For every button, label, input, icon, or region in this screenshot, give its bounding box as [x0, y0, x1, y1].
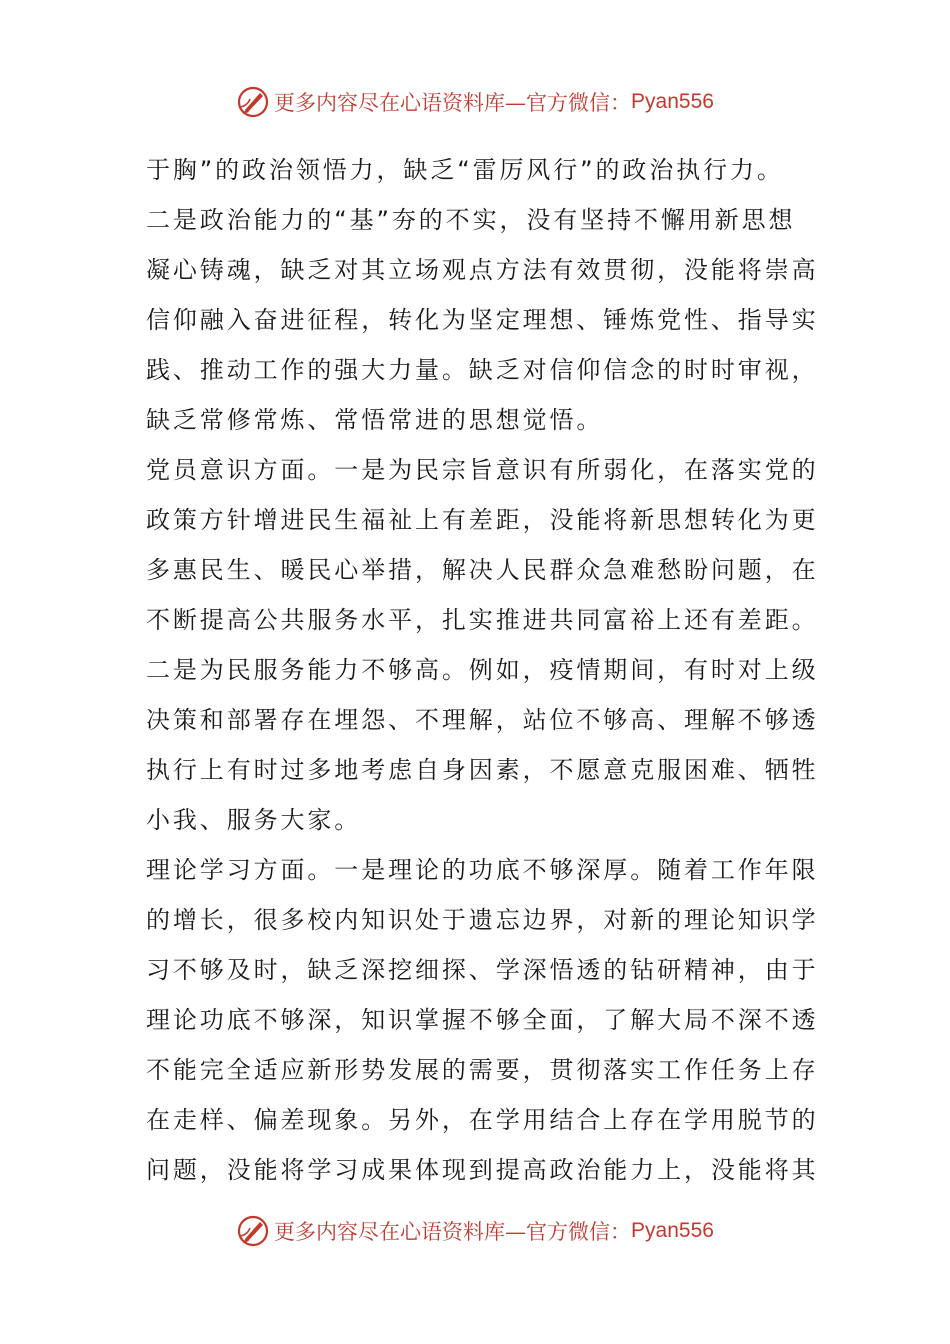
pen-logo-icon [236, 85, 270, 119]
watermark-text: 更多内容尽在心语资料库—官方微信： [274, 91, 632, 115]
text-line: 执行上有时过多地考虑自身因素，不愿意克服困难、牺牲 [146, 756, 819, 784]
document-body [146, 145, 819, 1195]
text-line: 二是政治能力的“基”夯的不实，没有坚持不懈用新思想 [146, 206, 796, 234]
text-line: 多惠民生、暖民心举措，解决人民群众急难愁盼问题，在 [146, 556, 819, 584]
text-line: 决策和部署存在埋怨、不理解，站位不够高、理解不够透 [146, 706, 819, 734]
text-line: 缺乏常修常炼、常悟常进的思想觉悟。 [146, 406, 604, 434]
text-line: 二是为民服务能力不够高。例如，疫情期间，有时对上级 [146, 656, 819, 684]
text-line: 于胸”的政治领悟力，缺乏“雷厉风行”的政治执行力。 [146, 156, 784, 184]
text-line: 问题，没能将学习成果体现到提高政治能力上，没能将其 [146, 1156, 819, 1184]
text-line: 不断提高公共服务水平，扎实推进共同富裕上还有差距。 [146, 606, 819, 634]
text-line: 践、推动工作的强大力量。缺乏对信仰信念的时时审视， [146, 356, 819, 384]
text-line: 凝心铸魂，缺乏对其立场观点方法有效贯彻，没能将崇高 [146, 256, 819, 284]
header-watermark [0, 82, 950, 122]
text-line: 党员意识方面。一是为民宗旨意识有所弱化，在落实党的 [146, 456, 819, 484]
pen-logo-icon [236, 1214, 270, 1248]
watermark-wechat-id: Pyan556 [631, 1219, 714, 1242]
text-line: 在走样、偏差现象。另外，在学用结合上存在学用脱节的 [146, 1106, 819, 1134]
text-line: 习不够及时，缺乏深挖细探、学深悟透的钻研精神，由于 [146, 956, 819, 984]
watermark-text: 更多内容尽在心语资料库—官方微信： [274, 1220, 632, 1244]
footer-watermark [0, 1211, 950, 1251]
text-line: 政策方针增进民生福祉上有差距，没能将新思想转化为更 [146, 506, 819, 534]
text-line: 理论功底不够深，知识掌握不够全面，了解大局不深不透 [146, 1006, 819, 1034]
watermark-wechat-id: Pyan556 [631, 90, 714, 113]
text-line: 理论学习方面。一是理论的功底不够深厚。随着工作年限 [146, 856, 819, 884]
text-line: 小我、服务大家。 [146, 806, 362, 834]
text-line: 的增长，很多校内知识处于遗忘边界，对新的理论知识学 [146, 906, 819, 934]
text-line: 信仰融入奋进征程，转化为坚定理想、锤炼党性、指导实 [146, 306, 819, 334]
text-line: 不能完全适应新形势发展的需要，贯彻落实工作任务上存 [146, 1056, 819, 1084]
